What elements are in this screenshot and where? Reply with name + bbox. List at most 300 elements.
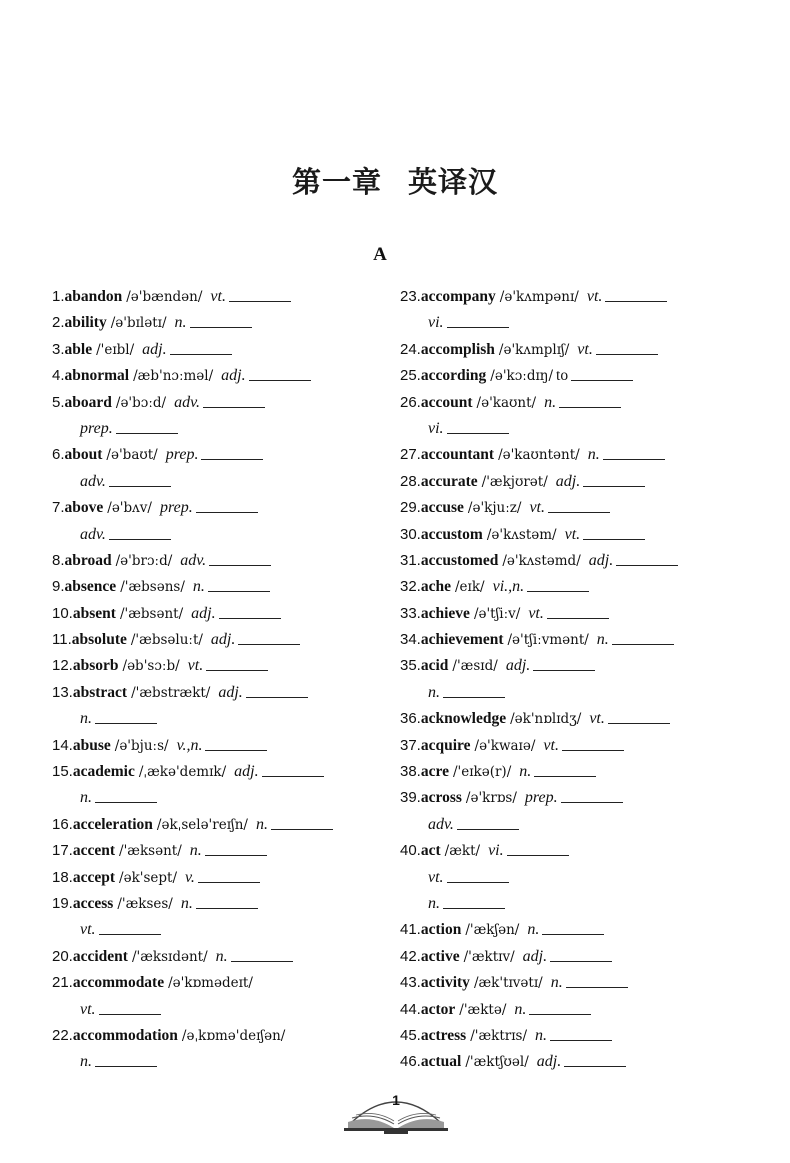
vocab-entry <box>52 495 382 521</box>
entry-word: access <box>72 894 114 912</box>
entry-number: 28. <box>400 472 421 490</box>
vocab-entry <box>400 653 740 679</box>
entry-number: 42. <box>400 947 421 965</box>
entry-phonetic: /ə'krɒs/ <box>465 790 517 807</box>
vocab-entry <box>52 548 382 574</box>
entry-word: accommodation <box>72 1026 178 1044</box>
entry-phonetic: /ə'tʃiːv/ <box>473 605 521 622</box>
entry-number: 29. <box>400 499 421 517</box>
answer-blank[interactable] <box>208 590 270 592</box>
answer-blank[interactable] <box>209 564 271 566</box>
part-of-speech: n. <box>215 947 228 965</box>
chapter-name: 英译汉 <box>408 165 499 199</box>
entry-phonetic: /ə'bɪlətɪ/ <box>110 315 167 332</box>
entry-word: acre <box>420 763 449 781</box>
vocab-entry <box>400 838 740 864</box>
entry-word: ache <box>420 578 451 596</box>
vocab-entry <box>52 733 382 759</box>
entry-word: accustomed <box>420 551 499 569</box>
entry-phonetic: /eɪk/ <box>455 579 485 596</box>
right-column <box>400 284 740 1076</box>
answer-blank[interactable] <box>562 749 624 751</box>
part-of-speech: adj. <box>221 367 246 385</box>
chapter-title <box>0 160 790 201</box>
part-of-speech: n. <box>80 710 92 728</box>
vocab-entry <box>52 759 382 785</box>
answer-blank[interactable] <box>583 485 645 487</box>
entry-number: 39. <box>400 789 421 807</box>
part-of-speech: adj. <box>536 1053 562 1071</box>
part-of-speech: n. <box>535 1026 548 1044</box>
entry-word: accident <box>72 947 128 965</box>
vocab-entry <box>400 1023 740 1049</box>
vocab-entry <box>52 310 382 336</box>
entry-number: 8. <box>52 551 65 569</box>
answer-blank[interactable] <box>219 617 281 619</box>
entry-phonetic: /ə'kʌmplɪʃ/ <box>498 341 570 358</box>
answer-blank[interactable] <box>583 538 645 540</box>
entry-continuation-line <box>400 891 740 917</box>
part-of-speech: adv. <box>180 551 207 569</box>
answer-blank[interactable] <box>99 1013 161 1015</box>
entry-word: accept <box>72 868 116 886</box>
part-of-speech: n. <box>519 763 532 781</box>
vocab-entry <box>400 548 740 574</box>
entry-suffix-word: to <box>556 367 569 385</box>
answer-blank[interactable] <box>550 1039 612 1041</box>
vocab-entry <box>400 733 740 759</box>
part-of-speech: adj. <box>588 551 614 569</box>
vocab-entry <box>52 442 382 468</box>
entry-number: 46. <box>400 1053 421 1071</box>
part-of-speech: n. <box>527 921 540 939</box>
answer-blank[interactable] <box>95 722 157 724</box>
vocab-entry <box>52 865 382 891</box>
entry-phonetic: /ə'kʌstəmd/ <box>502 552 581 569</box>
entry-number: 5. <box>52 393 65 411</box>
entry-number: 16. <box>52 815 73 833</box>
vocab-entry <box>400 970 740 996</box>
vocab-entry <box>52 970 382 996</box>
part-of-speech: adv. <box>174 393 201 411</box>
part-of-speech: n. <box>255 815 268 833</box>
entry-word: aboard <box>64 393 112 411</box>
answer-blank[interactable] <box>170 353 232 355</box>
vocab-entry <box>400 917 740 943</box>
answer-blank[interactable] <box>238 643 300 645</box>
part-of-speech: n. <box>192 578 205 596</box>
vocab-entry <box>52 337 382 363</box>
section-letter: A <box>373 244 387 265</box>
entry-number: 43. <box>400 974 421 992</box>
entry-word: accurate <box>420 472 478 490</box>
entry-continuation-line <box>52 469 382 495</box>
entry-phonetic: /'æktʃʊəl/ <box>465 1054 529 1071</box>
entry-number: 1. <box>52 288 65 305</box>
entry-continuation-line <box>400 865 740 891</box>
part-of-speech: vt. <box>80 921 96 939</box>
answer-blank[interactable] <box>596 353 658 355</box>
entry-number: 36. <box>400 710 421 728</box>
entry-phonetic: /æk'tɪvətɪ/ <box>473 975 543 992</box>
entry-phonetic: /ə'kɒmədeɪt/ <box>168 975 253 992</box>
entry-number: 9. <box>52 578 65 596</box>
entry-word: acceleration <box>72 815 153 833</box>
vocab-entry <box>400 469 740 495</box>
part-of-speech: n. <box>587 446 600 464</box>
answer-blank[interactable] <box>616 564 678 566</box>
part-of-speech: n. <box>189 842 202 860</box>
vocab-entry <box>52 680 382 706</box>
answer-blank[interactable] <box>561 801 623 803</box>
vocab-entry <box>400 442 740 468</box>
entry-continuation-line <box>400 812 740 838</box>
entry-number: 44. <box>400 1000 421 1018</box>
entry-phonetic: /ək'nɒlɪdʒ/ <box>510 711 582 728</box>
answer-blank[interactable] <box>231 960 293 962</box>
entry-phonetic: /ə'bjuːs/ <box>114 737 169 754</box>
answer-blank[interactable] <box>201 458 263 460</box>
entry-continuation-line <box>400 310 740 336</box>
entry-continuation-line <box>52 706 382 732</box>
part-of-speech: vt. <box>529 499 545 517</box>
entry-phonetic: /'æksɪdənt/ <box>131 948 208 965</box>
entry-number: 6. <box>52 446 65 464</box>
entry-phonetic: /'ækses/ <box>117 895 173 912</box>
part-of-speech: vt. <box>187 657 204 675</box>
vocab-entry <box>400 495 740 521</box>
entry-word: absorb <box>72 657 119 675</box>
page-number: 1 <box>392 1092 400 1108</box>
answer-blank[interactable] <box>262 775 324 777</box>
answer-blank[interactable] <box>529 1013 591 1015</box>
entry-continuation-line <box>52 1049 382 1075</box>
entry-continuation-line <box>52 416 382 442</box>
vocab-entry <box>400 574 740 600</box>
entry-continuation-line <box>52 997 382 1023</box>
entry-word: activity <box>420 974 470 992</box>
entry-word: account <box>420 393 473 411</box>
part-of-speech: prep. <box>165 446 199 464</box>
part-of-speech: prep. <box>159 499 193 517</box>
answer-blank[interactable] <box>566 986 628 988</box>
answer-blank[interactable] <box>548 511 610 513</box>
answer-blank[interactable] <box>190 326 252 328</box>
part-of-speech: vt. <box>577 340 593 358</box>
entry-number: 41. <box>400 921 421 939</box>
answer-blank[interactable] <box>99 933 161 935</box>
part-of-speech: vt. <box>586 288 603 305</box>
answer-blank[interactable] <box>246 696 308 698</box>
entry-number: 2. <box>52 314 65 332</box>
entry-number: 20. <box>52 947 73 965</box>
entry-number: 15. <box>52 763 73 781</box>
vocab-entry <box>400 522 740 548</box>
answer-blank[interactable] <box>205 749 267 751</box>
entry-word: abroad <box>64 551 112 569</box>
entry-word: achievement <box>420 631 504 649</box>
entry-phonetic: /'æktə/ <box>459 1001 507 1018</box>
answer-blank[interactable] <box>457 828 519 830</box>
part-of-speech: vi. <box>428 419 444 437</box>
part-of-speech: vt. <box>564 525 581 543</box>
answer-blank[interactable] <box>542 933 604 935</box>
vocab-entry <box>400 1049 740 1075</box>
vocab-entry <box>400 627 740 653</box>
part-of-speech: vt. <box>80 1000 96 1018</box>
entry-number: 34. <box>400 631 421 649</box>
entry-phonetic: /'æbsəns/ <box>120 579 185 596</box>
entry-number: 7. <box>52 499 65 517</box>
part-of-speech: adj. <box>210 631 236 649</box>
answer-blank[interactable] <box>608 722 670 724</box>
answer-blank[interactable] <box>116 432 178 434</box>
entry-word: absent <box>72 604 116 622</box>
entry-phonetic: /'ækjʊrət/ <box>481 473 548 490</box>
answer-blank[interactable] <box>447 881 509 883</box>
entry-phonetic: /ə'baʊt/ <box>106 447 158 464</box>
answer-blank[interactable] <box>533 669 595 671</box>
entry-number: 18. <box>52 868 73 886</box>
answer-blank[interactable] <box>109 485 171 487</box>
part-of-speech: adj. <box>505 657 531 675</box>
entry-word: ability <box>64 314 107 332</box>
answer-blank[interactable] <box>198 881 260 883</box>
answer-blank[interactable] <box>564 1065 626 1067</box>
entry-phonetic: /ə'kaʊntənt/ <box>498 447 580 464</box>
part-of-speech: v.,n. <box>176 736 203 754</box>
entry-number: 13. <box>52 683 73 701</box>
vocab-entry <box>400 363 740 389</box>
answer-blank[interactable] <box>271 828 333 830</box>
part-of-speech: n. <box>596 631 609 649</box>
part-of-speech: n. <box>514 1000 527 1018</box>
vocab-entry <box>52 944 382 970</box>
entry-word: achieve <box>420 604 470 622</box>
part-of-speech: adv. <box>80 472 106 490</box>
entry-phonetic: /ə'bɔːd/ <box>115 394 167 411</box>
entry-phonetic: /əb'sɔːb/ <box>122 658 180 675</box>
entry-number: 45. <box>400 1026 421 1044</box>
answer-blank[interactable] <box>612 643 674 645</box>
vocab-entry <box>52 601 382 627</box>
vocab-entry <box>400 337 740 363</box>
answer-blank[interactable] <box>534 775 596 777</box>
vocab-entry <box>52 284 382 310</box>
entry-phonetic: /ək'sept/ <box>119 869 177 886</box>
answer-blank[interactable] <box>443 696 505 698</box>
entry-phonetic: /'ækʃən/ <box>465 922 520 939</box>
entry-number: 3. <box>52 340 65 358</box>
part-of-speech: n. <box>80 789 92 807</box>
entry-word: acid <box>420 657 449 675</box>
entry-phonetic: /ə'bændən/ <box>126 289 203 305</box>
entry-word: abstract <box>72 683 128 701</box>
left-column <box>52 284 382 1076</box>
vocab-entry <box>52 891 382 917</box>
entry-number: 17. <box>52 842 73 860</box>
entry-phonetic: /ə'kʌmpənɪ/ <box>499 289 579 305</box>
vocab-entry <box>400 944 740 970</box>
answer-blank[interactable] <box>206 669 268 671</box>
chapter-number: 第一章 <box>291 165 382 199</box>
part-of-speech: adj. <box>142 340 167 358</box>
entry-number: 26. <box>400 393 421 411</box>
answer-blank[interactable] <box>443 907 505 909</box>
entry-number: 12. <box>52 657 73 675</box>
part-of-speech: n. <box>80 1053 92 1071</box>
part-of-speech: vt. <box>428 868 444 886</box>
entry-word: absolute <box>71 631 127 649</box>
answer-blank[interactable] <box>527 590 589 592</box>
answer-blank[interactable] <box>205 854 267 856</box>
part-of-speech: n. <box>550 974 563 992</box>
vocab-entry <box>52 363 382 389</box>
part-of-speech: vi. <box>428 314 444 332</box>
vocab-entry <box>400 997 740 1023</box>
entry-number: 21. <box>52 974 73 992</box>
answer-blank[interactable] <box>196 907 258 909</box>
entry-word: accompany <box>420 288 496 305</box>
vocab-entry <box>52 390 382 416</box>
vocab-entry <box>52 574 382 600</box>
entry-number: 37. <box>400 736 421 754</box>
entry-number: 19. <box>52 894 73 912</box>
answer-blank[interactable] <box>550 960 612 962</box>
answer-blank[interactable] <box>95 801 157 803</box>
entry-phonetic: /'æsɪd/ <box>452 658 498 675</box>
entry-number: 22. <box>52 1026 73 1044</box>
part-of-speech: vt. <box>543 736 559 754</box>
part-of-speech: n. <box>544 393 557 411</box>
part-of-speech: n. <box>174 314 187 332</box>
answer-blank[interactable] <box>196 511 258 513</box>
entry-number: 27. <box>400 446 421 464</box>
entry-phonetic: /ə'tʃiːvmənt/ <box>507 632 589 649</box>
entry-number: 40. <box>400 842 421 860</box>
entry-phonetic: /ə'kaʊnt/ <box>476 394 537 411</box>
entry-word: accomplish <box>420 340 495 358</box>
entry-number: 24. <box>400 340 421 358</box>
entry-number: 11. <box>52 631 72 649</box>
answer-blank[interactable] <box>605 300 667 302</box>
entry-word: academic <box>72 763 135 781</box>
entry-phonetic: /'æbstrækt/ <box>131 684 211 701</box>
part-of-speech: v. <box>185 868 195 886</box>
entry-number: 33. <box>400 604 421 622</box>
answer-blank[interactable] <box>571 379 633 381</box>
entry-word: acquire <box>420 736 471 754</box>
entry-word: abnormal <box>64 367 130 385</box>
entry-word: accountant <box>420 446 495 464</box>
part-of-speech: adj. <box>522 947 548 965</box>
entry-phonetic: /'æbsənt/ <box>119 605 184 622</box>
answer-blank[interactable] <box>95 1065 157 1067</box>
vocab-entry <box>52 838 382 864</box>
part-of-speech: prep. <box>524 789 558 807</box>
part-of-speech: adj. <box>191 604 216 622</box>
answer-blank[interactable] <box>447 432 509 434</box>
vocab-entry <box>400 390 740 416</box>
part-of-speech: vt. <box>589 710 605 728</box>
entry-word: accustom <box>420 525 483 543</box>
entry-phonetic: /ækt/ <box>444 843 481 860</box>
entry-word: acknowledge <box>420 710 507 728</box>
entry-number: 10. <box>52 604 73 622</box>
entry-word: accuse <box>420 499 464 517</box>
entry-phonetic: /'æksənt/ <box>119 843 182 860</box>
part-of-speech: adj. <box>555 472 581 490</box>
part-of-speech: adj. <box>234 763 259 781</box>
vocab-entry <box>400 601 740 627</box>
entry-number: 32. <box>400 578 421 596</box>
vocab-entry <box>52 812 382 838</box>
part-of-speech: adv. <box>80 525 106 543</box>
entry-continuation-line <box>52 522 382 548</box>
vocab-entry <box>52 1023 382 1049</box>
entry-word: accommodate <box>72 974 165 992</box>
entry-word: above <box>64 499 104 517</box>
vocab-entry <box>52 627 382 653</box>
answer-blank[interactable] <box>109 538 171 540</box>
vocab-entry <box>400 706 740 732</box>
answer-blank[interactable] <box>507 854 569 856</box>
entry-word: abuse <box>72 736 111 754</box>
entry-continuation-line <box>52 785 382 811</box>
vocab-entry <box>52 653 382 679</box>
entry-phonetic: /æb'nɔːməl/ <box>133 368 214 385</box>
part-of-speech: prep. <box>80 419 113 437</box>
entry-phonetic: /'eɪkə(r)/ <box>452 764 512 781</box>
entry-number: 35. <box>400 657 421 675</box>
answer-blank[interactable] <box>229 300 291 302</box>
entry-word: actual <box>420 1053 462 1071</box>
answer-blank[interactable] <box>203 406 265 408</box>
entry-number: 38. <box>400 763 421 781</box>
part-of-speech: n. <box>180 894 193 912</box>
part-of-speech: adj. <box>218 683 243 701</box>
answer-blank[interactable] <box>249 379 311 381</box>
answer-blank[interactable] <box>447 326 509 328</box>
part-of-speech: adv. <box>428 815 454 833</box>
entry-continuation-line <box>52 917 382 943</box>
part-of-speech: vt. <box>528 604 544 622</box>
entry-phonetic: /ə'kʌstəm/ <box>486 526 557 543</box>
entry-word: able <box>64 340 93 358</box>
entry-word: act <box>420 842 441 860</box>
entry-phonetic: /ə'kjuːz/ <box>467 500 522 517</box>
answer-blank[interactable] <box>547 617 609 619</box>
entry-number: 14. <box>52 736 73 754</box>
entry-phonetic: /ə'bʌv/ <box>107 500 152 517</box>
entry-phonetic: /'eɪbl/ <box>96 341 135 358</box>
entry-number: 31. <box>400 551 421 569</box>
entry-phonetic: /ə'kɔːdɪŋ/ <box>490 368 554 385</box>
entry-phonetic: /'æktɪv/ <box>463 948 515 965</box>
entry-word: absence <box>64 578 117 596</box>
entry-word: abandon <box>64 288 123 305</box>
entry-continuation-line <box>400 416 740 442</box>
part-of-speech: vi.,n. <box>492 578 525 596</box>
answer-blank[interactable] <box>559 406 621 408</box>
entry-word: according <box>420 367 487 385</box>
entry-number: 23. <box>400 288 421 305</box>
entry-phonetic: /ə'brɔːd/ <box>115 552 173 569</box>
entry-phonetic: /'æbsəluːt/ <box>130 632 203 649</box>
answer-blank[interactable] <box>603 458 665 460</box>
part-of-speech: vi. <box>488 842 504 860</box>
vocab-entry <box>400 785 740 811</box>
